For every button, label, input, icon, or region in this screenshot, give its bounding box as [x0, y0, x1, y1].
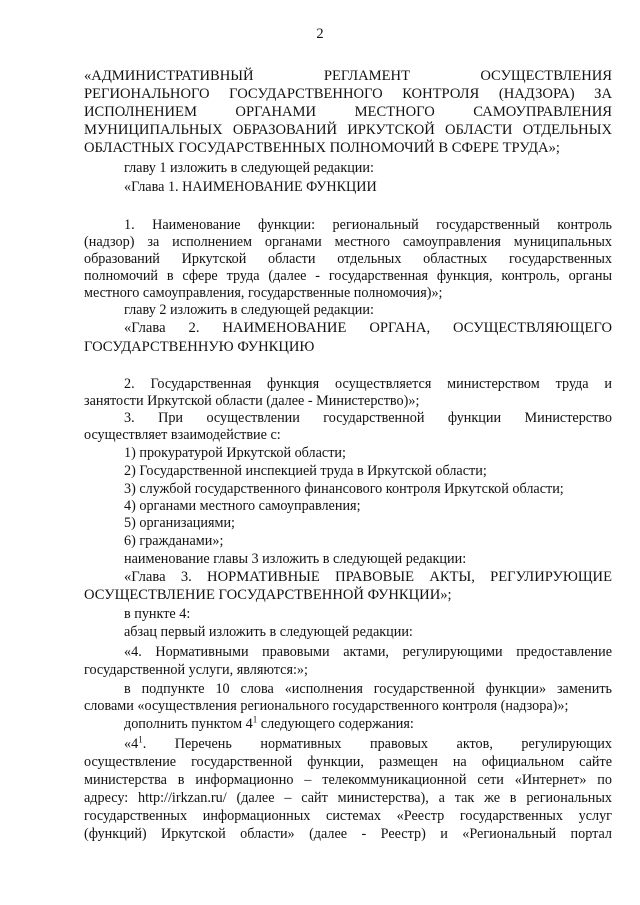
text-line: словами «осуществления регионального государственного контроля (надзора)»;: [84, 698, 569, 714]
text-line: в подпункте 10 слова «исполнения государственной функции» заменить: [124, 681, 612, 697]
text-line: государственной услуги, являются:»;: [84, 662, 308, 678]
text-line: осуществление государственной функции, размещен на официальном сайте: [84, 754, 612, 770]
list-item: 3) службой государственного финансового контроля Иркутской области;: [124, 481, 564, 497]
list-item: 5) организациями;: [124, 515, 235, 531]
text-line: МУНИЦИПАЛЬНЫХ ОБРАЗОВАНИЙ ИРКУТСКОЙ ОБЛАСТИ ОТДЕЛЬНЫХ: [84, 122, 612, 138]
chapter-1-heading: «Глава 1. НАИМЕНОВАНИЕ ФУНКЦИИ: [124, 179, 377, 195]
text-line: «АДМИНИСТРАТИВНЫЙ РЕГЛАМЕНТ ОСУЩЕСТВЛЕНИЯ: [84, 68, 612, 84]
text-line: министерства в информационно – телекоммуникационной сети «Интернет» по: [84, 772, 612, 788]
text-line: местного самоуправления, государственные полномочия)»;: [84, 285, 443, 301]
text-line: полномочий в сфере труда (далее - государственная функция, контроль, органы: [84, 268, 612, 284]
text-line: «4. Нормативными правовыми актами, регулирующими предоставление: [124, 644, 612, 660]
text-line: ИСПОЛНЕНИЕМ ОРГАНАМИ МЕСТНОГО САМОУПРАВЛЕНИЯ: [84, 104, 612, 120]
text-line: 1. Наименование функции: региональный государственный контроль: [124, 217, 612, 233]
text-line: образований Иркутской области отдельных областных государственных: [84, 251, 612, 267]
chapter-2-heading: ГОСУДАРСТВЕННУЮ ФУНКЦИЮ: [84, 339, 315, 355]
chapter-3-heading: ОСУЩЕСТВЛЕНИЕ ГОСУДАРСТВЕННОЙ ФУНКЦИИ»;: [84, 587, 452, 603]
text-line: главу 1 изложить в следующей редакции:: [124, 160, 374, 176]
text-line: осуществляет взаимодействие с:: [84, 427, 281, 443]
list-item: 4) органами местного самоуправления;: [124, 498, 361, 514]
list-item: 6) гражданами»;: [124, 533, 224, 549]
text-line: дополнить пунктом $4^1$ следующего содержания:: [124, 714, 414, 732]
chapter-3-heading: «Глава 3. НОРМАТИВНЫЕ ПРАВОВЫЕ АКТЫ, РЕГУЛИРУЮЩИЕ: [124, 569, 612, 585]
text-line: (надзор) за исполнением органами местного самоуправления муниципальных: [84, 234, 612, 250]
chapter-2-heading: «Глава 2. НАИМЕНОВАНИЕ ОРГАНА, ОСУЩЕСТВЛЯЮЩЕГО: [124, 320, 612, 336]
text-line: наименование главы 3 изложить в следующей редакции:: [124, 551, 467, 567]
text-line: ОБЛАСТНЫХ ГОСУДАРСТВЕННЫХ ПОЛНОМОЧИЙ В СФЕРЕ ТРУДА»;: [84, 140, 560, 156]
text-line: «$4^1$. Перечень нормативных правовых актов, регулирующих: [124, 734, 612, 752]
text-line: адресу: http://irkzan.ru/ (далее – сайт министерства), а так же в региональных: [84, 790, 612, 806]
text-line: абзац первый изложить в следующей редакции:: [124, 624, 413, 640]
text-line: в пункте 4:: [124, 606, 191, 622]
list-item: 1) прокуратурой Иркутской области;: [124, 445, 346, 461]
text-line: занятости Иркутской области (далее - Министерство)»;: [84, 393, 420, 409]
text-line: 3. При осуществлении государственной функции Министерство: [124, 410, 612, 426]
text-line: (функций) Иркутской области» (далее - Реестр) и «Региональный портал: [84, 826, 612, 842]
text-line: РЕГИОНАЛЬНОГО ГОСУДАРСТВЕННОГО КОНТРОЛЯ (НАДЗОРА) ЗА: [84, 86, 612, 102]
page-number: 2: [316, 26, 324, 42]
list-item: 2) Государственной инспекцией труда в Иркутской области;: [124, 463, 487, 479]
text-line: главу 2 изложить в следующей редакции:: [124, 302, 374, 318]
text-line: государственных информационных системах «Реестр государственных услуг: [84, 808, 612, 824]
text-line: 2. Государственная функция осуществляется министерством труда и: [124, 376, 612, 392]
